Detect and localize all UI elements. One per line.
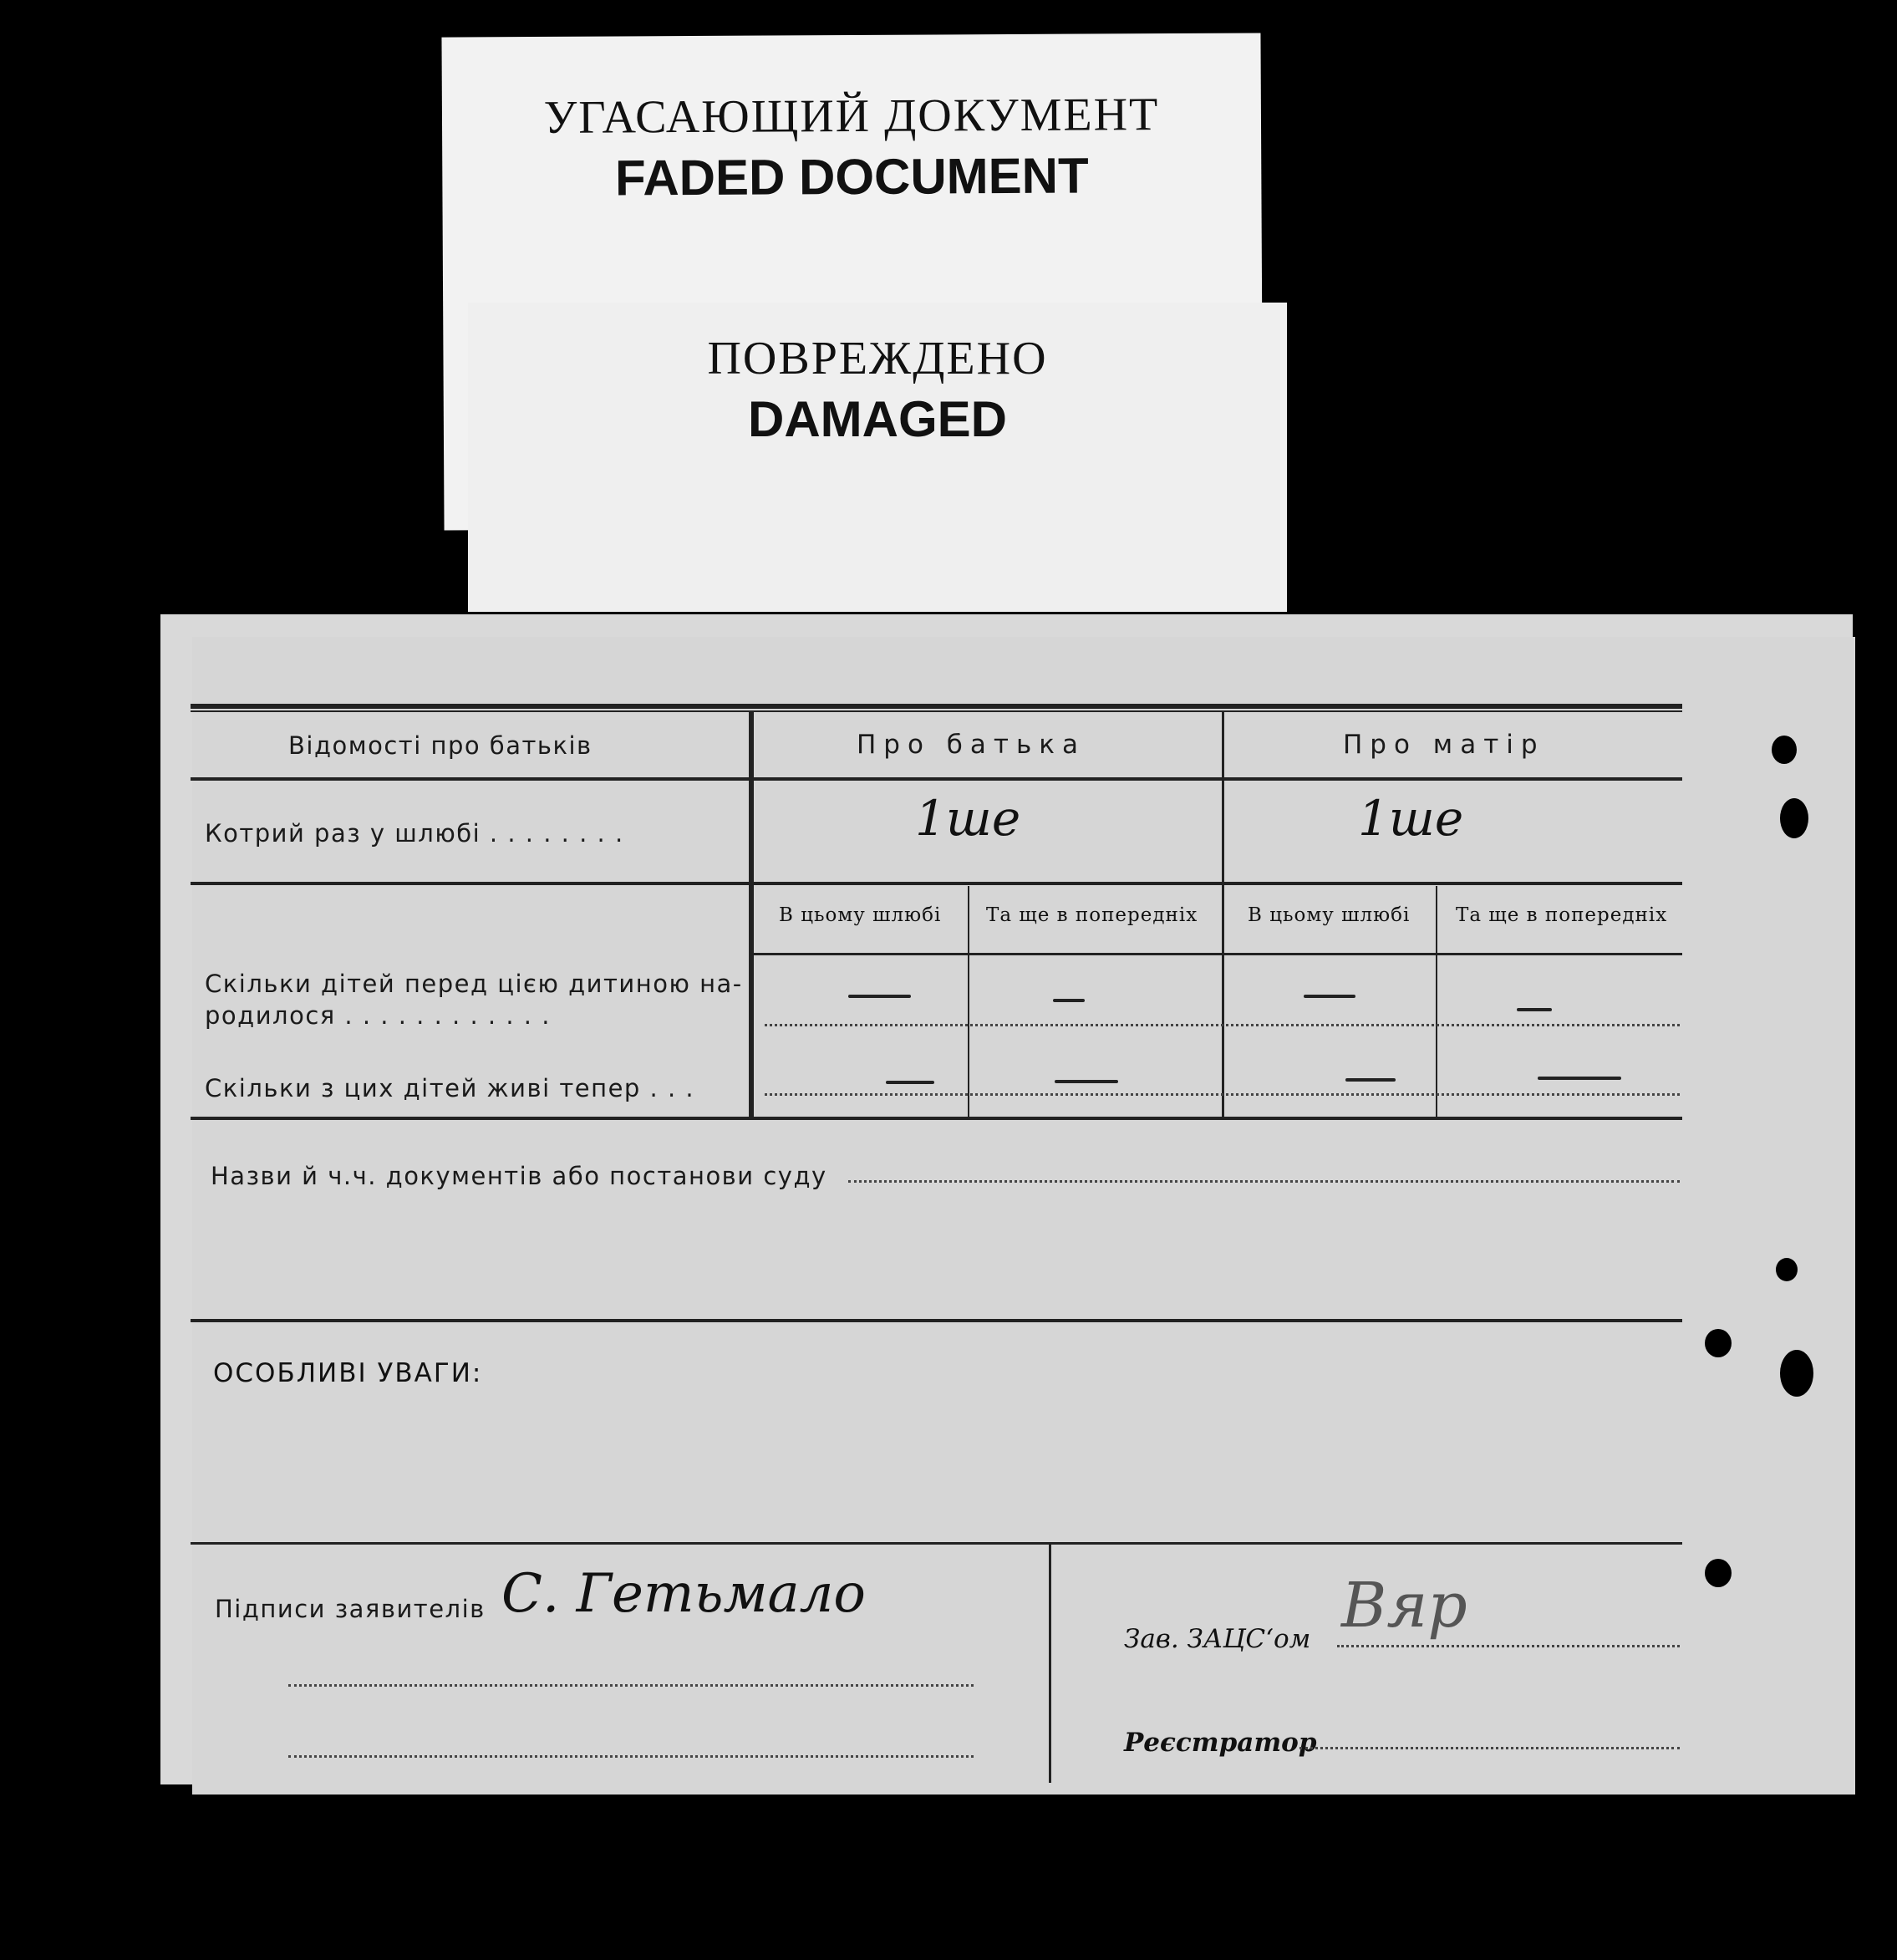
zags-head-signature: Вяр [1341,1570,1467,1642]
header-rule [191,777,1682,781]
damaged-label-ru: ПОВРЕЖДЕНО [707,333,1048,384]
subheader-this-marriage-mother: В цьому шлюбі [1248,904,1411,926]
row-marriage-count: Котрий раз у шлюбі . . . . . . . . [205,819,624,848]
top-rule [191,704,1682,709]
dash-mark [1053,999,1085,1002]
dash-mark [886,1081,934,1084]
row-documents: Назви й ч.ч. документів або постанови суду [211,1162,827,1190]
faded-label-en: FADED DOCUMENT [614,147,1089,206]
subheader-rule [754,953,1682,955]
row-children-born-line1: Скільки дітей перед цією дитиною на- [205,970,743,998]
documents-line [848,1180,1680,1183]
children-block-rule [191,1117,1682,1120]
sub-divider-mother [1436,886,1437,1117]
registrar-label: Реєстратор [1124,1728,1317,1758]
children-alive-line [765,1093,1680,1096]
dash-mark [1304,995,1355,998]
dash-mark [1345,1078,1396,1082]
signature-divider [1049,1545,1051,1783]
children-born-line [765,1024,1680,1026]
dash-mark [1538,1077,1621,1080]
header-mother: Про матір [1343,730,1545,760]
applicant-signature: С. Гетьмало [501,1563,866,1625]
punch-hole [1780,798,1808,838]
marriage-mother-value: 1ше [1358,790,1464,847]
special-notes-label: ОСОБЛИВІ УВАГИ: [213,1358,483,1388]
header-parents-info: Відомості про батьків [288,731,592,760]
registrar-line [1299,1747,1680,1749]
subheader-previous-father: Та ще в попередніх [986,904,1198,926]
punch-hole [1776,1258,1798,1281]
punch-hole [1705,1559,1732,1587]
subheader-this-marriage-father: В цьому шлюбі [779,904,942,926]
faded-label-ru: УГАСАЮЩИЙ ДОКУМЕНТ [543,89,1160,144]
signatures-label: Підписи заявителів [215,1595,486,1623]
top-rule-thin [191,710,1682,712]
documents-block-rule [191,1319,1682,1322]
column-divider-2 [1222,712,1224,1117]
signature-line-1 [288,1684,974,1687]
column-divider-1 [749,712,754,1117]
damaged-label-en: DAMAGED [748,391,1007,447]
dash-mark [1055,1080,1118,1083]
header-father: Про батька [857,730,1086,760]
row-children-alive: Скільки з цих дітей живі тепер . . . [205,1074,695,1102]
row-children-born-line2: родилося . . . . . . . . . . . . [205,1001,551,1030]
punch-hole [1705,1329,1732,1357]
damaged-document-card [468,303,1287,612]
punch-hole [1772,736,1797,764]
notes-block-rule [191,1542,1682,1545]
signature-line-2 [288,1755,974,1758]
subheader-previous-mother: Та ще в попередніх [1456,904,1668,926]
zags-head-label: Зав. ЗАЦС‘ом [1124,1624,1311,1654]
zags-head-line [1337,1645,1680,1647]
marriage-father-value: 1ше [915,790,1021,847]
dash-mark [1517,1008,1552,1011]
punch-hole [1780,1350,1813,1397]
dash-mark [848,995,911,998]
sub-divider-father [968,886,969,1117]
marriage-row-rule [191,882,1682,885]
